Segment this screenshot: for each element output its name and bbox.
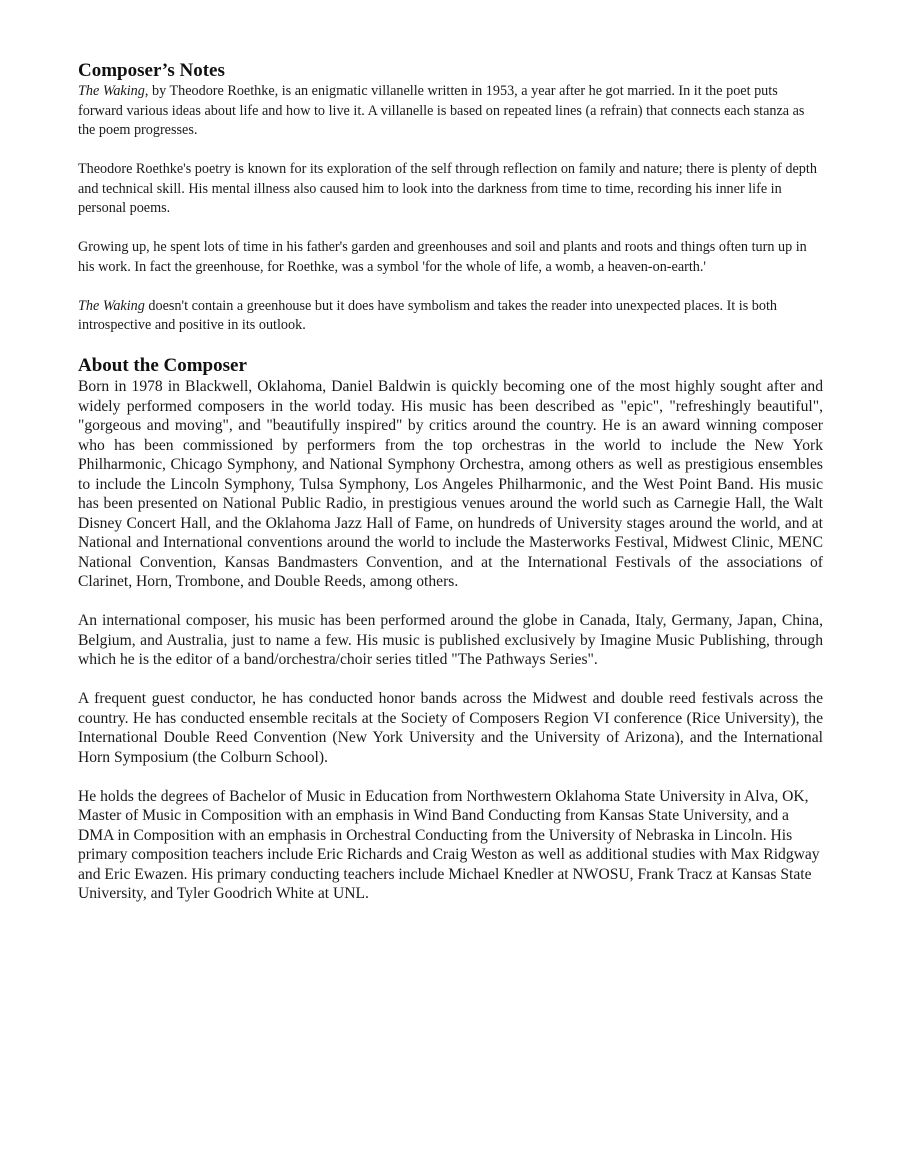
composers-notes-heading: Composer’s Notes xyxy=(78,60,225,81)
poem-title: The Waking xyxy=(78,297,145,314)
notes-paragraph-1 xyxy=(78,82,823,141)
about-paragraph-1: Born in 1978 in Blackwell, Oklahoma, Daniel Baldwin is quickly becoming one of the most highly sought after and widely performed composers in the world today. His music has been described as "epic", "refreshingly beautiful", "gorgeous and moving", and "beautifully inspired" by critics around the country. He is an award winning composer who has been commissioned by performers from the top orchestras in the world to include the New York Philharmonic, Chicago Symphony, and National Symphony Orchestra, among others as well as prestigious ensembles to include the Lincoln Symphony, Tulsa Symphony, Los Angeles Philharmonic, and the West Point Band. His music has been presented on National Public Radio, in prestigious venues around the world such as Carnegie Hall, the Walt Disney Concert Hall, and the Oklahoma Jazz Hall of Fame, on hundreds of University stages around the world, and at National and International conventions around the world to include the Masterworks Festival, Midwest Clinic, MENC National Convention, Kansas Bandmasters Convention, and at the International Festivals of the associations of Clarinet, Horn, Trombone, and Double Reeds, among others. xyxy=(78,378,823,590)
notes-paragraph-4-text: doesn't contain a greenhouse but it does have symbolism and takes the reader into unexpected places. It is both introspective and positive in its outlook. xyxy=(78,297,778,333)
about-composer-heading: About the Composer xyxy=(78,355,247,376)
about-composer-section xyxy=(78,355,823,904)
notes-paragraph-2: Theodore Roethke's poetry is known for its exploration of the self through reflection on family and nature; there is plenty of depth and technical skill. His mental illness also caused him to look into the darkness from time to time, recording his inner life in personal poems. xyxy=(78,161,817,216)
about-paragraph-4: He holds the degrees of Bachelor of Music in Education from Northwestern Oklahoma State University in Alva, OK, Master of Music in Composition with an emphasis in Wind Band Conducting from Kansas State University, and a DMA in Composition with an emphasis in Orchestral Conducting from the University of Nebraska in Lincoln. His primary composition teachers include Eric Richards and Craig Weston as well as additional studies with Max Ridgway and Eric Ewazen. His primary conducting teachers include Michael Knedler at NWOSU, Frank Tracz at Kansas State University, and Tyler Goodrich White at UNL. xyxy=(78,787,820,902)
document-page xyxy=(78,60,823,923)
notes-paragraph-4 xyxy=(78,297,823,336)
composers-notes-section xyxy=(78,60,823,336)
about-paragraph-2: An international composer, his music has been performed around the globe in Canada, Italy, Germany, Japan, China, Belgium, and Australia, just to name a few. His music is published exclusively by Imagine Music Publishing, through which he is the editor of a band/orchestra/choir series titled "The Pathways Series". xyxy=(78,612,823,668)
poem-title: The Waking xyxy=(78,83,145,99)
about-paragraph-3: A frequent guest conductor, he has conducted honor bands across the Midwest and double reed festivals across the country. He has conducted ensemble recitals at the Society of Composers Region VI conference (Rice University), the International Double Reed Convention (New York University and the University of Arizona), and the International Horn Symposium (the Colburn School). xyxy=(78,690,823,766)
notes-paragraph-3: Growing up, he spent lots of time in his father's garden and greenhouses and soil and plants and roots and things often turn up in his work. In fact the greenhouse, for Roethke, was a symbol 'for the whole of life, a womb, a heaven-on-earth.' xyxy=(78,239,807,275)
notes-paragraph-1-text: , by Theodore Roethke, is an enigmatic villanelle written in 1953, a year after he got married. In it the poet puts forward various ideas about life and how to live it. A villanelle is based on repeated lines (a refrain) that connects each stanza as the poem progresses. xyxy=(78,83,805,138)
